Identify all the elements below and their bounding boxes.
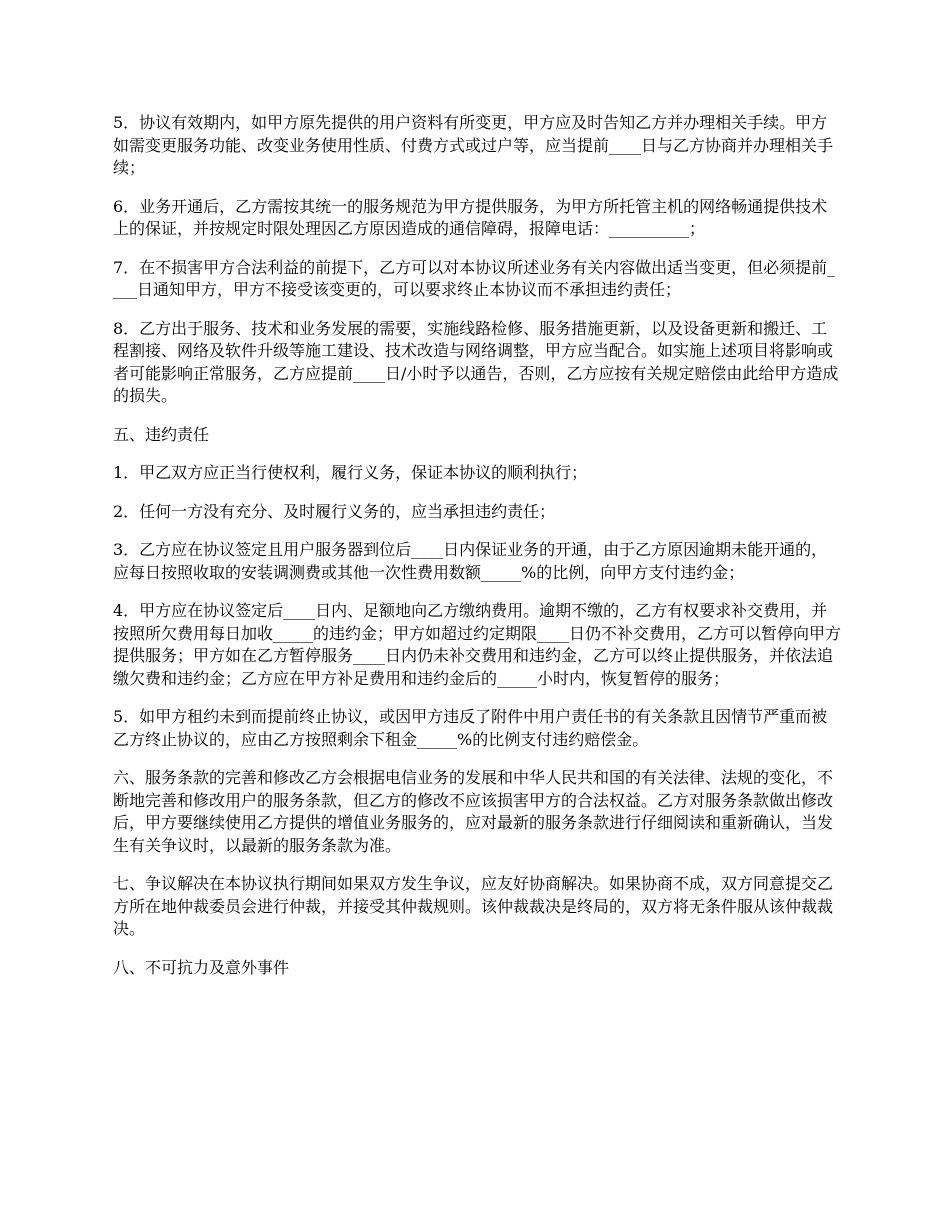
clause-5-info-change: 5．协议有效期内，如甲方原先提供的用户资料有所变更，甲方应及时告知乙方并办理相关手续。甲方如需变更服务功能、改变业务使用性质、付费方式或过户等，应当提前____日与乙方协商并办理相关手续； [113,113,834,177]
breach-clause-5: 5．如甲方租约未到而提前终止协议，或因甲方违反了附件中用户责任书的有关条款且因情节严重而被乙方终止协议的，应由乙方按照剩余下租金_____%的比例支付违约赔偿金。 [113,707,828,749]
breach-clause-2: 2．任何一方没有充分、及时履行义务的，应当承担违约责任； [113,501,556,521]
clause-7-content-change: 7．在不损害甲方合法利益的前提下，乙方可以对本协议所述业务有关内容做出适当变更，但必须提前____日通知甲方，甲方不接受该变更的，可以要求终止本协议而不承担违约责任； [113,257,836,299]
document-body [113,112,843,995]
section-heading-breach: 五、违约责任 [113,424,210,444]
clause-8-maintenance: 8．乙方出于服务、技术和业务发展的需要，实施线路检修、服务措施更新，以及设备更新和搬迁、工程割接、网络及软件升级等施工建设、技术改造与网络调整，甲方应当配合。如实施上述项目将影响或者可能影响正常服务，乙方应提前____日/小时予以通告，否则，乙方应按有关规定赔偿由此给甲方造成的损失。 [113,318,839,405]
breach-clause-1: 1．甲乙双方应正当行使权利，履行义务，保证本协议的顺利执行； [113,463,588,482]
breach-clause-3: 3．乙方应在协议签定且用户服务器到位后____日内保证业务的开通，由于乙方原因逾期未能开通的，应每日按照收取的安装调测费或其他一次性费用数额_____%的比例，向甲方支付违约金； [113,540,828,582]
clause-6-service-support: 6．业务开通后，乙方需按其统一的服务规范为甲方提供服务，为甲方所托管主机的网络畅通提供技术上的保证，并按规定时限处理因乙方原因造成的通信障碍，报障电话：__________； [113,196,828,238]
section-terms-revision: 六、服务条款的完善和修改乙方会根据电信业务的发展和中华人民共和国的有关法律、法规的变化，不断地完善和修改用户的服务条款，但乙方的修改不应该损害甲方的合法权益。乙方对服务条款做出修改后，甲方要继续使用乙方提供的增值业务服务的，应对最新的服务条款进行仔细阅读和重新确认，当发生有关争议时，以最新的服务条款为准。 [113,768,834,855]
section-heading-force-majeure: 八、不可抗力及意外事件 [113,957,290,977]
section-dispute-resolution: 七、争议解决在本协议执行期间如果双方发生争议，应友好协商解决。如果协商不成，双方同意提交乙方所在地仲裁委员会进行仲裁，并接受其仲裁规则。该仲裁裁决是终局的，双方将无条件服从该仲裁裁决。 [113,874,834,938]
breach-clause-4: 4．甲方应在协议签定后____日内、足额地向乙方缴纳费用。逾期不缴的，乙方有权要求补交费用，并按照所欠费用每日加收_____的违约金；甲方如超过约定期限____日仍不补交费用，乙方可以暂停向甲方提供服务；甲方如在乙方暂停服务____日内仍未补交费用和违约金，乙方可以终止提供服务，并依法追缴欠费和违约金；乙方应在甲方补足费用和违约金后的_____小时内，恢复暂停的服务； [113,601,842,688]
